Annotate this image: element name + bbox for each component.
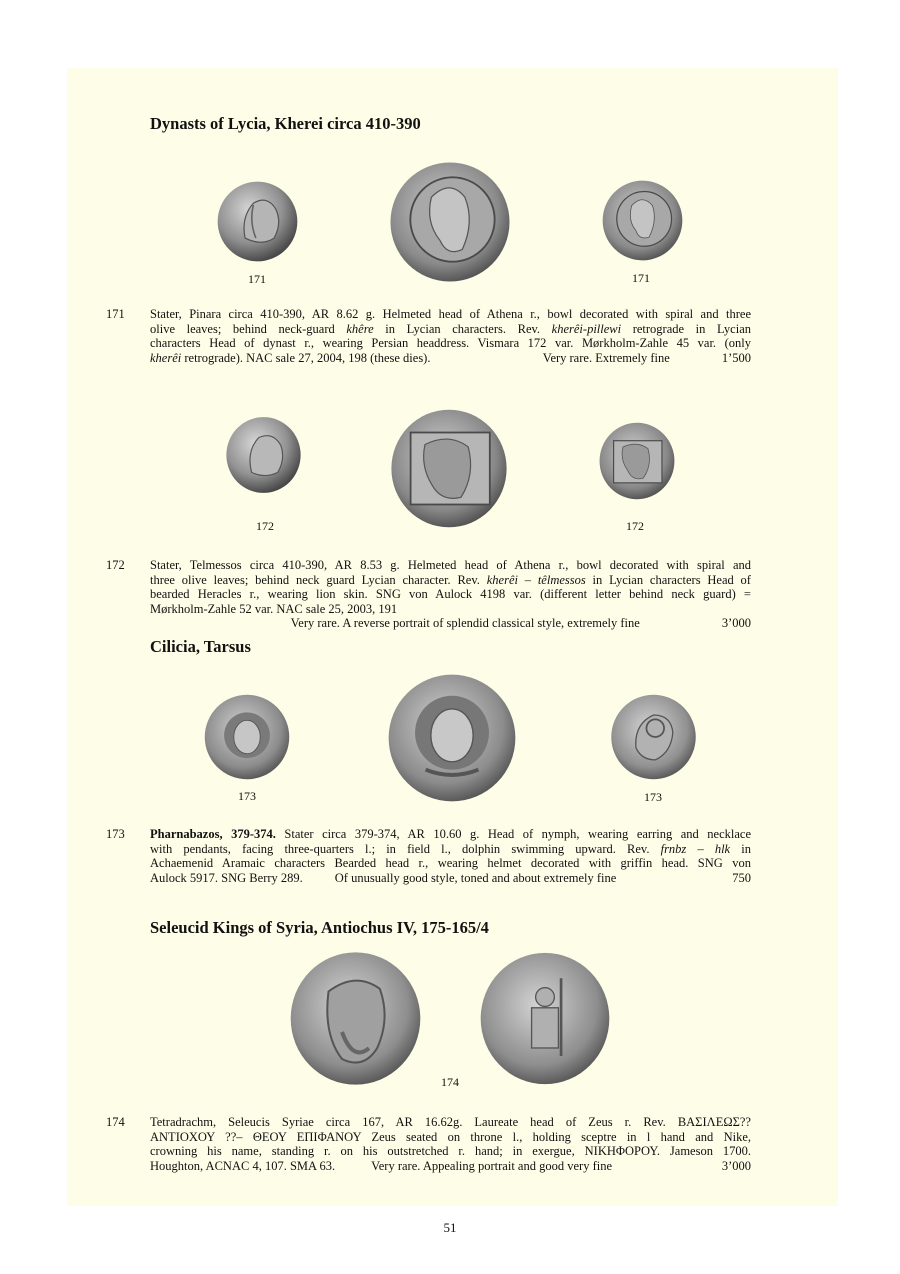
coin-172-obverse-image	[224, 412, 303, 498]
coin-174-obverse-image	[288, 948, 423, 1089]
coin-caption: 171	[248, 272, 266, 286]
lot-number: 174	[106, 1115, 125, 1129]
coin-172-reverse-small-image	[598, 413, 676, 509]
lot-price: 1’500	[721, 350, 751, 365]
lot-number: 173	[106, 827, 125, 841]
lot-line: with pendants, facing three-quarters l.; in field l., dolphin swimming upward. Rev. frnbz – hlk in	[150, 841, 751, 856]
section-heading-tarsus: Cilicia, Tarsus	[150, 637, 251, 656]
section-heading-seleucid: Seleucid Kings of Syria, Antiochus IV, 175-165/4	[150, 918, 489, 937]
coin-172-reverse-image	[389, 404, 509, 533]
coin-caption: 172	[626, 519, 644, 533]
coin-caption: 172	[256, 519, 274, 533]
coin-caption: 171	[632, 271, 650, 285]
lot-172-description	[150, 558, 751, 631]
coin-173-obverse-image	[200, 693, 294, 781]
lot-line: characters Head of dynast r., wearing Persian headdress. Vismara 172 var. Mørkholm-Zahle 45 var. (only	[150, 336, 751, 351]
lot-line: Pharnabazos, 379-374. Stater circa 379-374, AR 10.60 g. Head of nymph, wearing earring and necklace	[150, 827, 751, 841]
coin-173-reverse-image	[608, 693, 699, 781]
coin-173-obverse-large-image	[382, 672, 522, 804]
coin-174-reverse-image	[478, 946, 612, 1091]
section-heading-lycia: Dynasts of Lycia, Kherei circa 410-390	[150, 114, 421, 133]
lot-line: bearded Heracles r., wearing lion skin. SNG von Aulock 4198 var. (different letter behind neck guard) =	[150, 587, 751, 602]
lot-grade: Very rare. A reverse portrait of splendid classical style, extremely fine	[290, 616, 640, 631]
coin-171-reverse-image	[386, 160, 514, 284]
lot-line: Mørkholm-Zahle 52 var. NAC sale 25, 2003, 191	[150, 601, 398, 616]
lot-grade: Very rare. Appealing portrait and good very fine	[371, 1158, 612, 1173]
lot-number: 171	[106, 307, 125, 321]
lot-line: crowning his name, standing r. on his outstretched r. hand; in exergue, ΝΙΚΗΦΟΡΟΥ. Jameson 1700.	[150, 1144, 751, 1159]
lot-line: Achaemenid Aramaic characters Bearded head r., wearing helmet decorated with griffin head. SNG von	[150, 856, 751, 871]
coin-171-reverse-small-image	[600, 179, 685, 262]
lot-174-description	[150, 1115, 751, 1173]
lot-line: Houghton, ACNAC 4, 107. SMA 63. Very rare. Appealing portrait and good very fine 3’000	[150, 1158, 751, 1173]
lot-line: three olive leaves; behind neck guard Lycian character. Rev. kherêi – têlmessos in Lycian characters Head of	[150, 572, 751, 587]
lot-line: kherêi retrograde). NAC sale 27, 2004, 198 (these dies). Very rare. Extremely fine 1’500	[150, 350, 751, 365]
coin-171-obverse-image	[216, 180, 299, 263]
lot-line	[150, 616, 751, 631]
lot-price: 750	[732, 870, 751, 885]
lot-line: Stater, Telmessos circa 410-390, AR 8.53 g. Helmeted head of Athena r., bowl decorated with spiral and	[150, 558, 751, 572]
lot-line: Aulock 5917. SNG Berry 289. Of unusually good style, toned and about extremely fine 750	[150, 870, 751, 885]
lot-price: 3’000	[721, 616, 751, 631]
coin-caption: 173	[644, 790, 662, 804]
page-number: 51	[443, 1220, 457, 1235]
lot-grade: Very rare. Extremely fine	[542, 350, 670, 365]
lot-line: Stater, Pinara circa 410-390, AR 8.62 g. Helmeted head of Athena r., bowl decorated with spiral and three	[150, 307, 751, 321]
lot-173-description	[150, 827, 751, 885]
lot-number: 172	[106, 558, 125, 572]
lot-price: 3’000	[721, 1158, 751, 1173]
lot-line: Tetradrachm, Seleucis Syriae circa 167, AR 16.62g. Laureate head of Zeus r. Rev. ΒΑΣΙΛΕΩΣ??	[150, 1115, 751, 1129]
lot-line: ΑΝΤΙΟΧΟΥ ??– ΘΕΟΥ ΕΠΙΦΑΝΟΥ Zeus seated on throne l., holding sceptre in l hand and Nike,	[150, 1129, 751, 1144]
coin-caption: 173	[238, 789, 256, 803]
lot-171-description	[150, 307, 751, 365]
lot-grade: Of unusually good style, toned and about extremely fine	[334, 870, 617, 885]
coin-caption: 174	[441, 1075, 459, 1089]
lot-line: olive leaves; behind neck-guard khêre in Lycian characters. Rev. kherêi-pillewi retrograde in Lycian	[150, 321, 752, 336]
